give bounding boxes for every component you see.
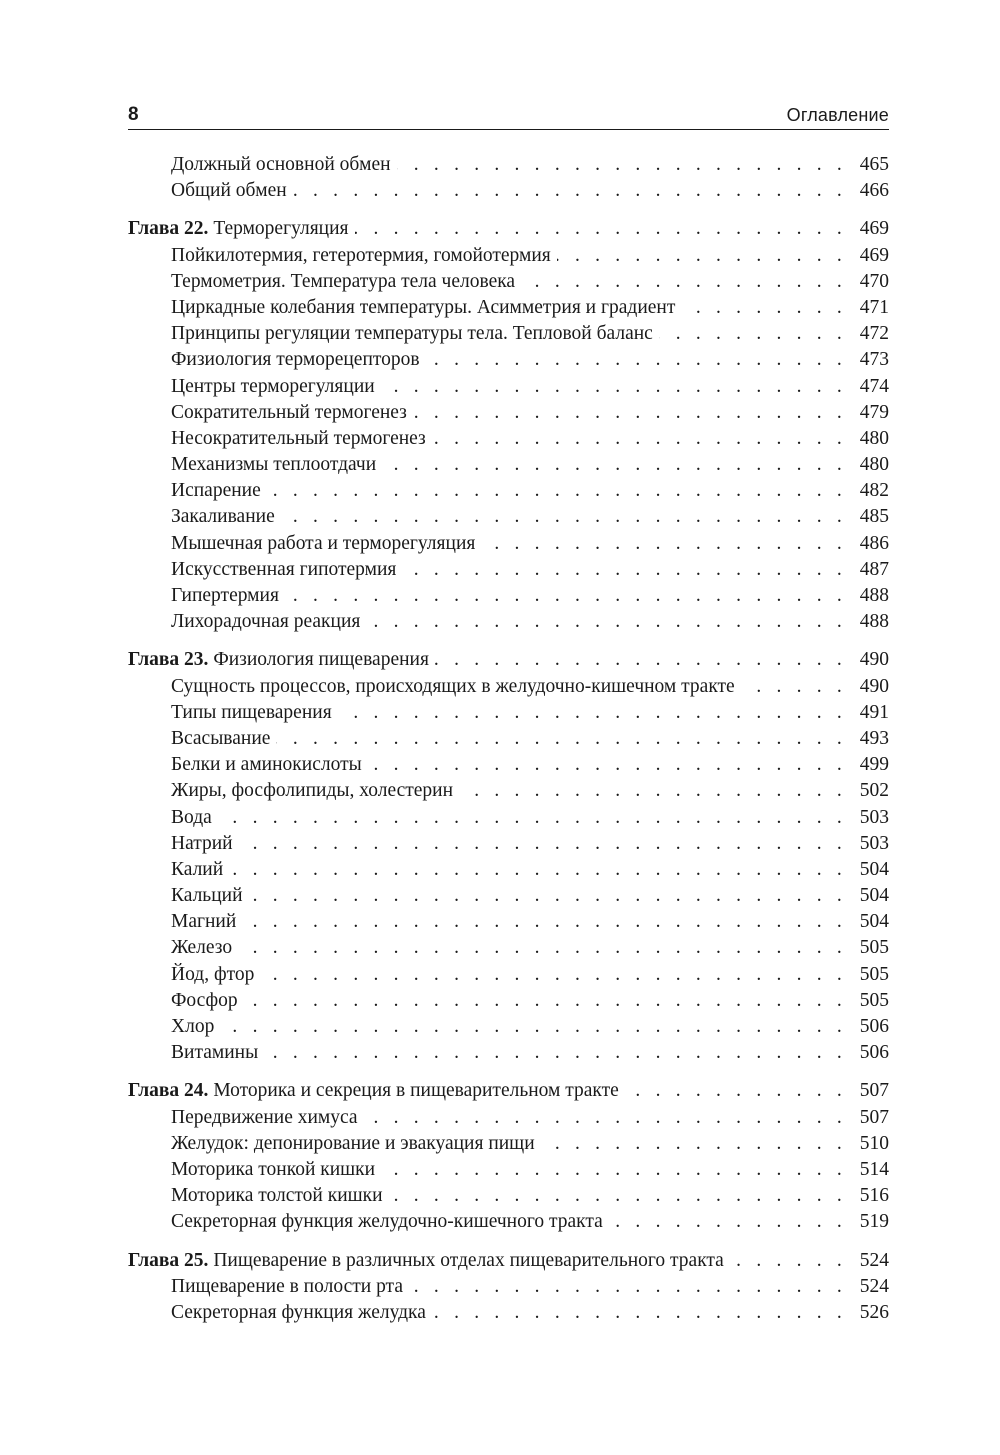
toc-entry[interactable] bbox=[128, 831, 889, 857]
page-number: 8 bbox=[128, 104, 139, 125]
toc-entry[interactable] bbox=[128, 883, 889, 909]
dot-leader bbox=[681, 295, 849, 321]
toc-entry[interactable] bbox=[128, 1157, 889, 1183]
toc-entry[interactable] bbox=[128, 504, 889, 530]
dot-leader bbox=[355, 216, 849, 242]
toc-entry[interactable] bbox=[128, 1183, 889, 1209]
entry-title: Всасывание bbox=[171, 727, 271, 749]
toc-chapter-entry[interactable] bbox=[128, 1078, 889, 1104]
toc-entry[interactable] bbox=[128, 700, 889, 726]
dot-leader bbox=[659, 321, 849, 347]
page-ref: 488 bbox=[859, 611, 889, 633]
dot-leader bbox=[249, 883, 849, 909]
entry-title: Фосфор bbox=[171, 989, 238, 1011]
page-ref: 503 bbox=[859, 806, 889, 828]
entry-title: Моторика толстой кишки bbox=[171, 1185, 383, 1207]
dot-leader bbox=[366, 609, 849, 635]
entry-title: Принципы регуляции температуры тела. Тепловой баланс bbox=[171, 323, 653, 345]
page-ref: 504 bbox=[859, 858, 889, 880]
toc-entry[interactable] bbox=[128, 400, 889, 426]
toc-entry[interactable] bbox=[128, 752, 889, 778]
toc-entry[interactable] bbox=[128, 1274, 889, 1300]
page-ref: 499 bbox=[859, 754, 889, 776]
dot-leader bbox=[625, 1078, 849, 1104]
dot-leader bbox=[382, 452, 849, 478]
page-ref: 505 bbox=[859, 989, 889, 1011]
chapter-name: Пищеварение в различных отделах пищеварительного тракта bbox=[213, 1249, 724, 1271]
entry-title: Витамины bbox=[171, 1042, 259, 1064]
toc-entry[interactable] bbox=[128, 347, 889, 373]
entry-title: Гипертермия bbox=[171, 585, 279, 606]
entry-title: Калий bbox=[171, 858, 224, 880]
dot-leader bbox=[609, 1209, 849, 1235]
page-ref: 519 bbox=[859, 1211, 889, 1233]
toc-entry[interactable] bbox=[128, 805, 889, 831]
dot-leader bbox=[242, 909, 849, 935]
page-ref: 487 bbox=[859, 558, 889, 580]
entry-title: Секреторная функция желудка bbox=[171, 1301, 426, 1323]
dot-leader bbox=[239, 831, 849, 857]
entry-title: Пойкилотермия, гетеротермия, гомойотермия bbox=[171, 244, 551, 266]
entry-title: Пищеварение в полости рта bbox=[171, 1275, 403, 1297]
dot-leader bbox=[426, 347, 849, 373]
toc-entry[interactable] bbox=[128, 935, 889, 961]
page-ref: 470 bbox=[859, 270, 889, 292]
toc-entry[interactable] bbox=[128, 295, 889, 321]
page-ref: 506 bbox=[859, 1042, 889, 1064]
chapter-title bbox=[128, 647, 435, 673]
dot-leader bbox=[432, 1300, 849, 1326]
dot-leader bbox=[238, 935, 849, 961]
page-ref: 502 bbox=[859, 780, 889, 802]
page-ref: 465 bbox=[859, 154, 889, 175]
entry-title: Лихорадочная реакция bbox=[171, 611, 361, 633]
toc-entry[interactable] bbox=[128, 674, 889, 700]
page-ref: 486 bbox=[859, 532, 889, 554]
toc-entry[interactable] bbox=[128, 988, 889, 1014]
page-ref: 507 bbox=[859, 1080, 889, 1102]
dot-leader bbox=[276, 726, 849, 752]
page-ref: 488 bbox=[859, 585, 889, 606]
dot-leader bbox=[260, 962, 849, 988]
page-ref: 510 bbox=[859, 1132, 889, 1154]
entry-title: Должный основной обмен bbox=[171, 154, 391, 175]
chapter-title bbox=[128, 1248, 730, 1274]
page-ref: 505 bbox=[859, 937, 889, 959]
toc-chapter-entry[interactable] bbox=[128, 647, 889, 673]
dot-leader bbox=[368, 752, 849, 778]
toc-entry[interactable] bbox=[128, 452, 889, 478]
dot-leader bbox=[281, 504, 849, 530]
page-ref: 506 bbox=[859, 1016, 889, 1037]
dot-leader bbox=[432, 426, 849, 452]
dot-leader bbox=[338, 700, 849, 726]
page-ref: 490 bbox=[859, 675, 889, 697]
entry-title: Моторика тонкой кишки bbox=[171, 1158, 376, 1180]
chapter-name: Терморегуляция bbox=[213, 218, 349, 240]
toc-entry[interactable] bbox=[128, 243, 889, 269]
page-ref: 514 bbox=[859, 1158, 889, 1180]
dot-leader bbox=[218, 805, 849, 831]
entry-title: Хлор bbox=[171, 1016, 215, 1037]
header-rule bbox=[128, 129, 889, 130]
dot-leader bbox=[402, 557, 849, 583]
entry-title: Сущность процессов, происходящих в желудочно-кишечном тракте bbox=[171, 675, 735, 697]
entry-title: Типы пищеварения bbox=[171, 701, 332, 723]
toc-entry[interactable] bbox=[128, 1014, 889, 1040]
chapter-name: Моторика и секреция в пищеварительном тракте bbox=[213, 1080, 619, 1102]
toc-entry[interactable] bbox=[128, 1040, 889, 1066]
dot-leader bbox=[557, 243, 849, 269]
toc-chapter-entry[interactable] bbox=[128, 216, 889, 242]
toc-entry[interactable] bbox=[128, 1300, 889, 1326]
entry-title: Мышечная работа и терморегуляция bbox=[171, 532, 476, 554]
page-ref: 482 bbox=[859, 480, 889, 502]
entry-title: Натрий bbox=[171, 832, 233, 854]
entry-title: Несократительный термогенез bbox=[171, 427, 426, 449]
toc-entry[interactable] bbox=[128, 321, 889, 347]
entry-title: Желудок: депонирование и эвакуация пищи bbox=[171, 1132, 535, 1154]
page-ref: 469 bbox=[859, 218, 889, 240]
entry-title: Центры терморегуляции bbox=[171, 375, 375, 397]
toc-group bbox=[128, 647, 889, 1066]
page-ref: 472 bbox=[859, 323, 889, 345]
entry-title: Передвижение химуса bbox=[171, 1106, 358, 1128]
section-name: Оглавление bbox=[786, 105, 889, 125]
dot-leader bbox=[397, 152, 849, 178]
page-ref: 471 bbox=[859, 296, 889, 318]
toc-entry[interactable] bbox=[128, 909, 889, 935]
entry-title: Физиология терморецепторов bbox=[171, 349, 420, 371]
entry-title: Сократительный термогенез bbox=[171, 401, 407, 423]
dot-leader bbox=[381, 374, 849, 400]
dot-leader bbox=[541, 1131, 849, 1157]
page-ref: 480 bbox=[859, 454, 889, 476]
toc-entry[interactable] bbox=[128, 583, 889, 609]
page-ref: 490 bbox=[859, 649, 889, 671]
toc-entry[interactable] bbox=[128, 1131, 889, 1157]
entry-title: Циркадные колебания температуры. Асимметрия и градиент bbox=[171, 296, 676, 318]
dot-leader bbox=[741, 674, 849, 700]
dot-leader bbox=[244, 988, 849, 1014]
dot-leader bbox=[264, 1040, 849, 1066]
dot-leader bbox=[459, 778, 849, 804]
toc-chapter-entry[interactable] bbox=[128, 1248, 889, 1274]
running-head bbox=[128, 103, 889, 127]
page-ref: 491 bbox=[859, 701, 889, 723]
page-ref: 485 bbox=[859, 506, 889, 528]
chapter-label: Глава 23. bbox=[128, 649, 209, 671]
entry-title: Йод, фтор bbox=[171, 963, 255, 985]
dot-leader bbox=[389, 1183, 849, 1209]
entry-title: Секреторная функция желудочно-кишечного тракта bbox=[171, 1211, 603, 1233]
toc-entry[interactable] bbox=[128, 962, 889, 988]
toc-entry[interactable] bbox=[128, 426, 889, 452]
toc-entry[interactable] bbox=[128, 726, 889, 752]
dot-leader bbox=[413, 400, 849, 426]
entry-title: Жиры, фосфолипиды, холестерин bbox=[171, 780, 454, 802]
page-ref: 507 bbox=[859, 1106, 889, 1128]
dot-leader bbox=[229, 857, 849, 883]
page-ref: 469 bbox=[859, 244, 889, 266]
toc-entry[interactable] bbox=[128, 152, 889, 178]
dot-leader bbox=[730, 1248, 849, 1274]
page-ref: 524 bbox=[859, 1249, 889, 1271]
toc-entry[interactable] bbox=[128, 857, 889, 883]
chapter-title bbox=[128, 1078, 625, 1104]
toc-entry[interactable] bbox=[128, 609, 889, 635]
toc-entry[interactable] bbox=[128, 531, 889, 557]
toc-entry[interactable] bbox=[128, 1209, 889, 1235]
page-ref: 524 bbox=[859, 1275, 889, 1297]
chapter-label: Глава 25. bbox=[128, 1249, 209, 1271]
page-ref: 479 bbox=[859, 401, 889, 423]
toc-group bbox=[128, 1078, 889, 1235]
entry-title: Механизмы теплоотдачи bbox=[171, 454, 377, 476]
toc-group bbox=[128, 216, 889, 635]
page-ref: 474 bbox=[859, 375, 889, 397]
dot-leader bbox=[481, 531, 849, 557]
toc-entry[interactable] bbox=[128, 557, 889, 583]
entry-title: Магний bbox=[171, 911, 237, 933]
page-ref: 493 bbox=[859, 727, 889, 749]
dot-leader bbox=[435, 647, 849, 673]
page-ref: 505 bbox=[859, 963, 889, 985]
entry-title: Белки и аминокислоты bbox=[171, 754, 362, 776]
page-ref: 504 bbox=[859, 885, 889, 907]
toc-entry[interactable] bbox=[128, 778, 889, 804]
dot-leader bbox=[409, 1274, 849, 1300]
toc-entry[interactable] bbox=[128, 178, 889, 204]
dot-leader bbox=[285, 583, 849, 609]
entry-title: Вода bbox=[171, 806, 212, 828]
page-ref: 480 bbox=[859, 427, 889, 449]
dot-leader bbox=[220, 1014, 849, 1040]
dot-leader bbox=[293, 178, 849, 204]
dot-leader bbox=[521, 269, 849, 295]
entry-title: Искусственная гипотермия bbox=[171, 558, 397, 580]
page-ref: 503 bbox=[859, 832, 889, 854]
toc-entry[interactable] bbox=[128, 269, 889, 295]
entry-title: Железо bbox=[171, 937, 233, 959]
chapter-name: Физиология пищеварения bbox=[213, 649, 429, 671]
toc-entry[interactable] bbox=[128, 1105, 889, 1131]
dot-leader bbox=[381, 1157, 849, 1183]
page-ref: 473 bbox=[859, 349, 889, 371]
toc-group bbox=[128, 152, 889, 204]
table-of-contents bbox=[128, 152, 889, 1326]
toc-entry[interactable] bbox=[128, 478, 889, 504]
toc-group bbox=[128, 1248, 889, 1327]
entry-title: Закаливание bbox=[171, 506, 275, 528]
entry-title: Испарение bbox=[171, 480, 261, 502]
page-ref: 504 bbox=[859, 911, 889, 933]
dot-leader bbox=[364, 1105, 849, 1131]
toc-entry[interactable] bbox=[128, 374, 889, 400]
dot-leader bbox=[267, 478, 849, 504]
chapter-title bbox=[128, 216, 355, 242]
entry-title: Кальций bbox=[171, 885, 243, 907]
chapter-label: Глава 22. bbox=[128, 218, 209, 240]
page-ref: 516 bbox=[859, 1185, 889, 1207]
page-ref: 466 bbox=[859, 180, 889, 202]
entry-title: Общий обмен bbox=[171, 180, 287, 202]
chapter-label: Глава 24. bbox=[128, 1080, 209, 1102]
page-ref: 526 bbox=[859, 1301, 889, 1323]
entry-title: Термометрия. Температура тела человека bbox=[171, 270, 516, 292]
